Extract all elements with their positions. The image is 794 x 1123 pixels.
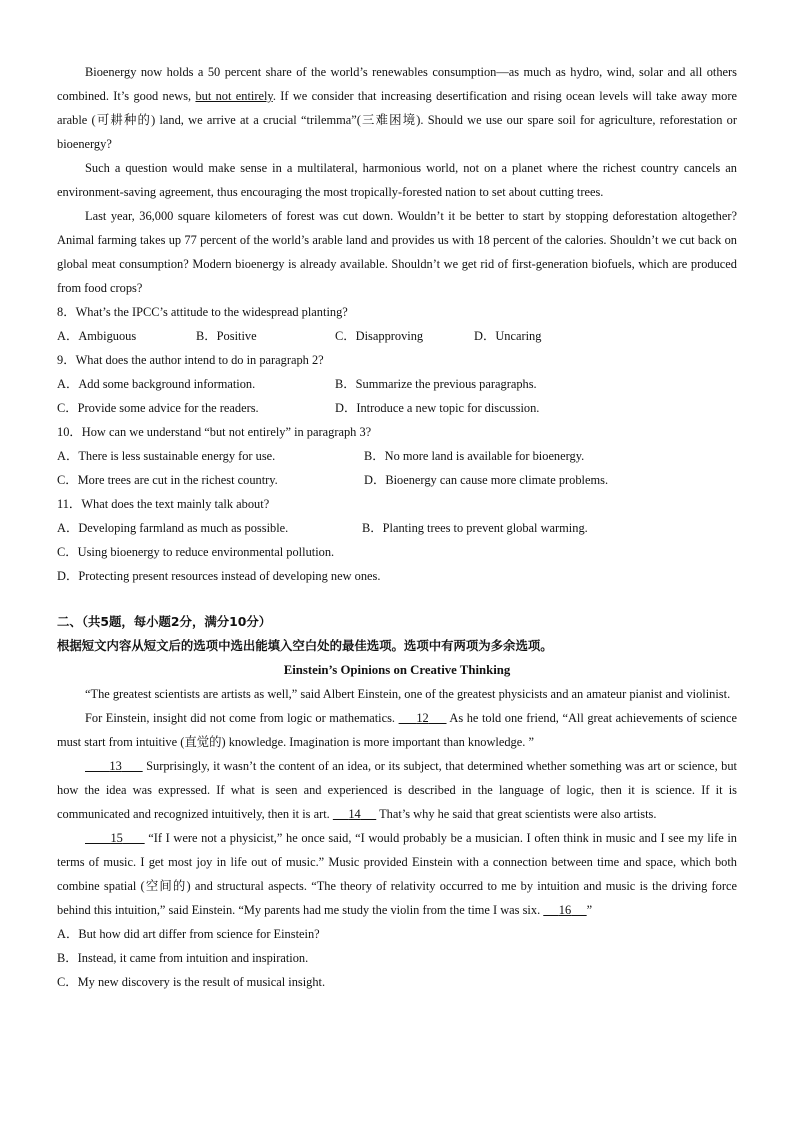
option-c[interactable]: C．Using bioenergy to reduce environmental pollution.: [57, 545, 335, 559]
blank-15[interactable]: 15: [110, 831, 123, 845]
passage-paragraph-3: Last year, 36,000 square kilometers of forest was cut down. Wouldn’t it be better to start by stopping deforestation altogether? Animal farming takes up 77 percent of the world’s arable land and provides us with 18 percent of the calories. Shouldn’t we cut back on global meat consumption? Modern bioenergy is already available. Shouldn’t we get rid of first-generation biofuels, which are produced from food crops?: [57, 209, 737, 295]
question-stem: 9．What does the author intend to do in paragraph 2?: [57, 353, 324, 367]
option-a[interactable]: A．But how did art differ from science for Einstein?: [57, 927, 320, 941]
question-stem: 8．What’s the IPCC’s attitude to the widespread planting?: [57, 305, 348, 319]
options-row: [57, 324, 737, 348]
options-row: [57, 516, 737, 540]
einstein-paragraph-2: For Einstein, insight did not come from logic or mathematics. 12 As he told one friend, “All great achievements of science must start from intuitive (直觉的) knowledge. Imagination is more important than knowledge. ”: [57, 711, 737, 749]
blank-14[interactable]: 14: [348, 807, 361, 821]
options-row: [57, 396, 737, 420]
option-d[interactable]: D．Introduce a new topic for discussion.: [335, 401, 540, 415]
einstein-paragraph-4: 15 “If I were not a physicist,” he once said, “I would probably be a musician. I often think in music and I see my life in terms of music. I get most joy in life out of music.” Music provided Einstein with a connection between time and space, which both combine spatial (空间的) and structural aspects. “The theory of relativity occurred to me by intuition and music is the driving force behind this intuition,” said Einstein. “My parents had me study the violin from the time I was six. 16 ”: [57, 831, 738, 917]
question-stem: 11．What does the text mainly talk about?: [57, 497, 270, 511]
section-heading: 二、（共5题，每小题2分，满分10分）: [57, 614, 272, 629]
options-row: [57, 468, 737, 492]
blank-16[interactable]: 16: [558, 903, 572, 917]
option-a[interactable]: A．Developing farmland as much as possible.: [57, 521, 289, 535]
passage-title: Einstein’s Opinions on Creative Thinking: [283, 663, 511, 677]
einstein-paragraph-1: “The greatest scientists are artists as well,” said Albert Einstein, one of the greatest physicists and an amateur pianist and violinist.: [85, 687, 731, 701]
option-c[interactable]: C．My new discovery is the result of musical insight.: [57, 975, 326, 989]
passage-paragraph-2: Such a question would make sense in a multilateral, harmonious world, not on a planet where the richest country cancels an environment-saving agreement, thus encouraging the most tropically-forested nation to set about cutting trees.: [57, 161, 737, 199]
option-b[interactable]: B．No more land is available for bioenergy.: [364, 449, 585, 463]
option-c[interactable]: C．Disapproving: [335, 329, 424, 343]
option-d[interactable]: D．Bioenergy can cause more climate problems.: [364, 473, 609, 487]
underlined-phrase: but not entirely: [195, 89, 273, 103]
passage-paragraph-1: Bioenergy now holds a 50 percent share of the world’s renewables consumption—as much as hydro, wind, solar and all others combined. It’s good news, but not entirely. If we consider that increasing desertification and rising ocean levels will take away more arable (可耕种的) land, we arrive at a crucial “trilemma”(三难困境). Should we use our spare soil for agriculture, reforestation or bioenergy?: [57, 65, 737, 151]
option-b[interactable]: B．Planting trees to prevent global warming.: [362, 521, 588, 535]
option-a[interactable]: A．Ambiguous: [57, 329, 137, 343]
blank-12[interactable]: 12: [416, 711, 429, 725]
option-b[interactable]: B．Summarize the previous paragraphs.: [335, 377, 537, 391]
question-stem: 10．How can we understand “but not entirely” in paragraph 3?: [57, 425, 372, 439]
question-9: [57, 348, 737, 420]
option-b[interactable]: B．Instead, it came from intuition and inspiration.: [57, 951, 309, 965]
blank-13[interactable]: 13: [109, 759, 122, 773]
options-row: [57, 372, 737, 396]
option-b[interactable]: B．Positive: [196, 329, 257, 343]
option-d[interactable]: D．Protecting present resources instead of developing new ones.: [57, 569, 381, 583]
einstein-paragraph-3: 13 Surprisingly, it wasn’t the content of an idea, or its subject, that determined whether something was art or science, but how the idea was expressed. If what is seen and experienced is described in the language of logic, then it is science. If it is communicated and recognized intuitively, then it is art. 14 That’s why he said that great scientists were also artists.: [57, 759, 738, 821]
option-a[interactable]: A．There is less sustainable energy for use.: [57, 449, 276, 463]
question-8: [57, 300, 737, 348]
option-d[interactable]: D．Uncaring: [474, 329, 542, 343]
exam-page: [57, 60, 737, 994]
question-10: [57, 420, 737, 492]
option-c[interactable]: C．More trees are cut in the richest country.: [57, 473, 278, 487]
options-row: [57, 444, 737, 468]
option-a[interactable]: A．Add some background information.: [57, 377, 256, 391]
question-11: [57, 492, 737, 588]
section-instruction: 根据短文内容从短文后的选项中选出能填入空白处的最佳选项。选项中有两项为多余选项。: [57, 638, 553, 653]
option-c[interactable]: C．Provide some advice for the readers.: [57, 401, 259, 415]
